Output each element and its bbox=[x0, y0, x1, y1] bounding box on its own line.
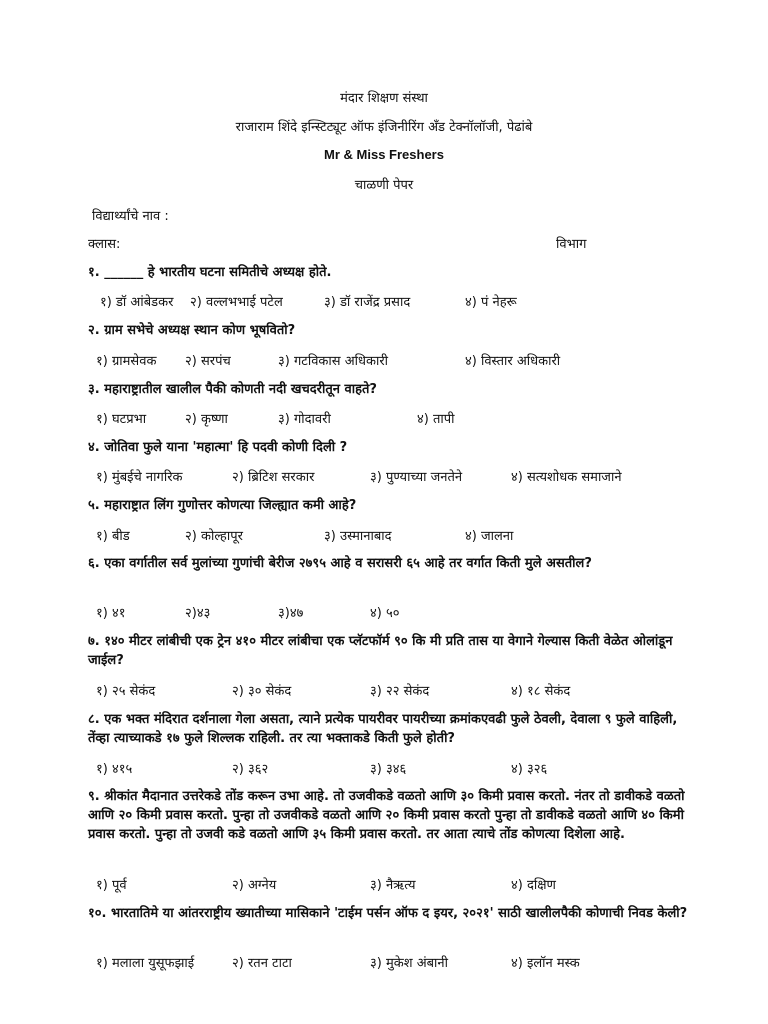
q1-option-2: २) वल्लभभाई पटेल bbox=[190, 295, 283, 310]
question-3: ३. महाराष्ट्रातील खालील पैकी कोणती नदी खचदरीतून वाहते? bbox=[88, 382, 377, 397]
q3-option-3: ३) गोदावरी bbox=[278, 412, 331, 427]
q6-option-2: २)४३ bbox=[185, 606, 211, 621]
q7-option-2: २) ३० सेकंद bbox=[232, 684, 292, 699]
event-title: Mr & Miss Freshers bbox=[324, 147, 444, 162]
q10-option-3: ३) मुकेश अंबानी bbox=[370, 956, 448, 971]
q4-option-1: १) मुंबईचे नागरिक bbox=[96, 470, 183, 485]
q7-option-4: ४) १८ सेकंद bbox=[511, 684, 571, 699]
q3-option-1: १) घटप्रभा bbox=[96, 412, 147, 427]
q1-option-4: ४) पं नेहरू bbox=[465, 295, 517, 310]
q9-option-3: ३) नैऋत्य bbox=[370, 878, 416, 893]
q3-option-2: २) कृष्णा bbox=[185, 412, 228, 427]
class-label: क्लास: bbox=[88, 237, 121, 252]
q7-option-3: ३) २२ सेकंद bbox=[370, 684, 430, 699]
q8-option-1: १) ४१५ bbox=[96, 762, 133, 777]
q9-option-4: ४) दक्षिण bbox=[511, 878, 556, 893]
q1-option-3: ३) डॉ राजेंद्र प्रसाद bbox=[324, 295, 411, 310]
q10-option-4: ४) इलॉन मस्क bbox=[511, 956, 580, 971]
q8-option-2: २) ३६२ bbox=[232, 762, 269, 777]
q2-option-4: ४) विस्तार अधिकारी bbox=[465, 354, 561, 369]
question-9: ९. श्रीकांत मैदानात उत्तरेकडे तोंड करून उभा आहे. तो उजवीकडे वळतो आणि ३० किमी प्रवास करतो. नंतर तो डावीकडे वळतो आणि २० किमी प्रवास करतो. पुन्हा तो उजवीकडे वळतो आणि २० किमी प्रवास करतो पुन्हा तो डावीकडे वळतो आणि ४० किमी प्रवास करतो. पुन्हा तो उजवी कडे वळतो आणि ३५ किमी प्रवास करतो. तर आता त्याचे तोंड कोणत्या दिशेला आहे. bbox=[88, 789, 685, 842]
paper-title: चाळणी पेपर bbox=[354, 178, 414, 193]
q9-option-1: १) पूर्व bbox=[96, 878, 127, 893]
q4-option-3: ३) पुण्याच्या जनतेने bbox=[370, 470, 463, 485]
department-label: विभाग bbox=[556, 237, 587, 252]
question-10: १०. भारतातिमे या आंतरराष्ट्रीय ख्यातीच्या मासिकाने 'टाईम पर्सन ऑफ द इयर, २०२१' साठी खालीलपैकी कोणाची निवड केली? bbox=[88, 906, 688, 921]
q8-option-4: ४) ३२६ bbox=[511, 762, 548, 777]
q4-option-4: ४) सत्यशोधक समाजाने bbox=[511, 470, 622, 485]
college-name: राजाराम शिंदे इन्स्टिट्यूट ऑफ इंजिनीरिंग अँड टेक्नॉलॉजी, पेढांबे bbox=[235, 120, 533, 135]
q2-option-1: १) ग्रामसेवक bbox=[96, 354, 157, 369]
q5-option-2: २) कोल्हापूर bbox=[185, 529, 243, 544]
q5-option-3: ३) उस्मानाबाद bbox=[324, 529, 392, 544]
q3-option-4: ४) तापी bbox=[417, 412, 455, 427]
q10-option-1: १) मलाला युसूफझाई bbox=[96, 956, 195, 971]
q5-option-4: ४) जालना bbox=[465, 529, 514, 544]
q4-option-2: २) ब्रिटिश सरकार bbox=[232, 470, 315, 485]
q7-option-1: १) २५ सेकंद bbox=[96, 684, 156, 699]
question-6: ६. एका वर्गातील सर्व मुलांच्या गुणांची बेरीज २७९५ आहे व सरासरी ६५ आहे तर वर्गात किती मुले असतील? bbox=[88, 556, 592, 571]
question-1: १. ______ हे भारतीय घटना समितीचे अध्यक्ष होते. bbox=[88, 265, 332, 280]
question-5: ५. महाराष्ट्रात लिंग गुणोत्तर कोणत्या जिल्ह्यात कमी आहे? bbox=[88, 498, 357, 513]
q5-option-1: १) बीड bbox=[96, 529, 130, 544]
q8-option-3: ३) ३४६ bbox=[370, 762, 407, 777]
org-name: मंदार शिक्षण संस्था bbox=[340, 91, 428, 106]
q6-option-4: ४) ५० bbox=[370, 606, 400, 621]
q2-option-2: २) सरपंच bbox=[185, 354, 231, 369]
question-2: २. ग्राम सभेचे अध्यक्ष स्थान कोण भूषवितो? bbox=[88, 323, 296, 338]
q10-option-2: २) रतन टाटा bbox=[232, 956, 292, 971]
q9-option-2: २) अग्नेय bbox=[232, 878, 277, 893]
q6-option-3: ३)४७ bbox=[278, 606, 304, 621]
q1-option-1: १) डॉ आंबेडकर bbox=[100, 295, 174, 310]
question-8: ८. एक भक्त मंदिरात दर्शनाला गेला असता, त्याने प्रत्येक पायरीवर पायरीच्या क्रमांकएवढी फुले ठेवली, देवाला ९ फुले वाहिली, तेंव्हा त्याच्याकडे १७ फुले शिल्लक राहिली. तर त्या भक्ताकडे किती फुले होती? bbox=[88, 712, 678, 746]
question-4: ४. जोतिवा फुले याना 'महात्मा' हि पदवी कोणी दिली ? bbox=[88, 440, 348, 455]
student-name-label: विद्यार्थ्यांचे नाव : bbox=[92, 209, 169, 224]
q2-option-3: ३) गटविकास अधिकारी bbox=[278, 354, 389, 369]
q6-option-1: १) ४१ bbox=[96, 606, 126, 621]
question-7: ७. १४० मीटर लांबीची एक ट्रेन ४१० मीटर लांबीचा एक प्लॅटफॉर्म ९० कि मी प्रति तास या वेगाने गेल्यास किती वेळेत ओलांडून जाईल? bbox=[88, 634, 673, 668]
